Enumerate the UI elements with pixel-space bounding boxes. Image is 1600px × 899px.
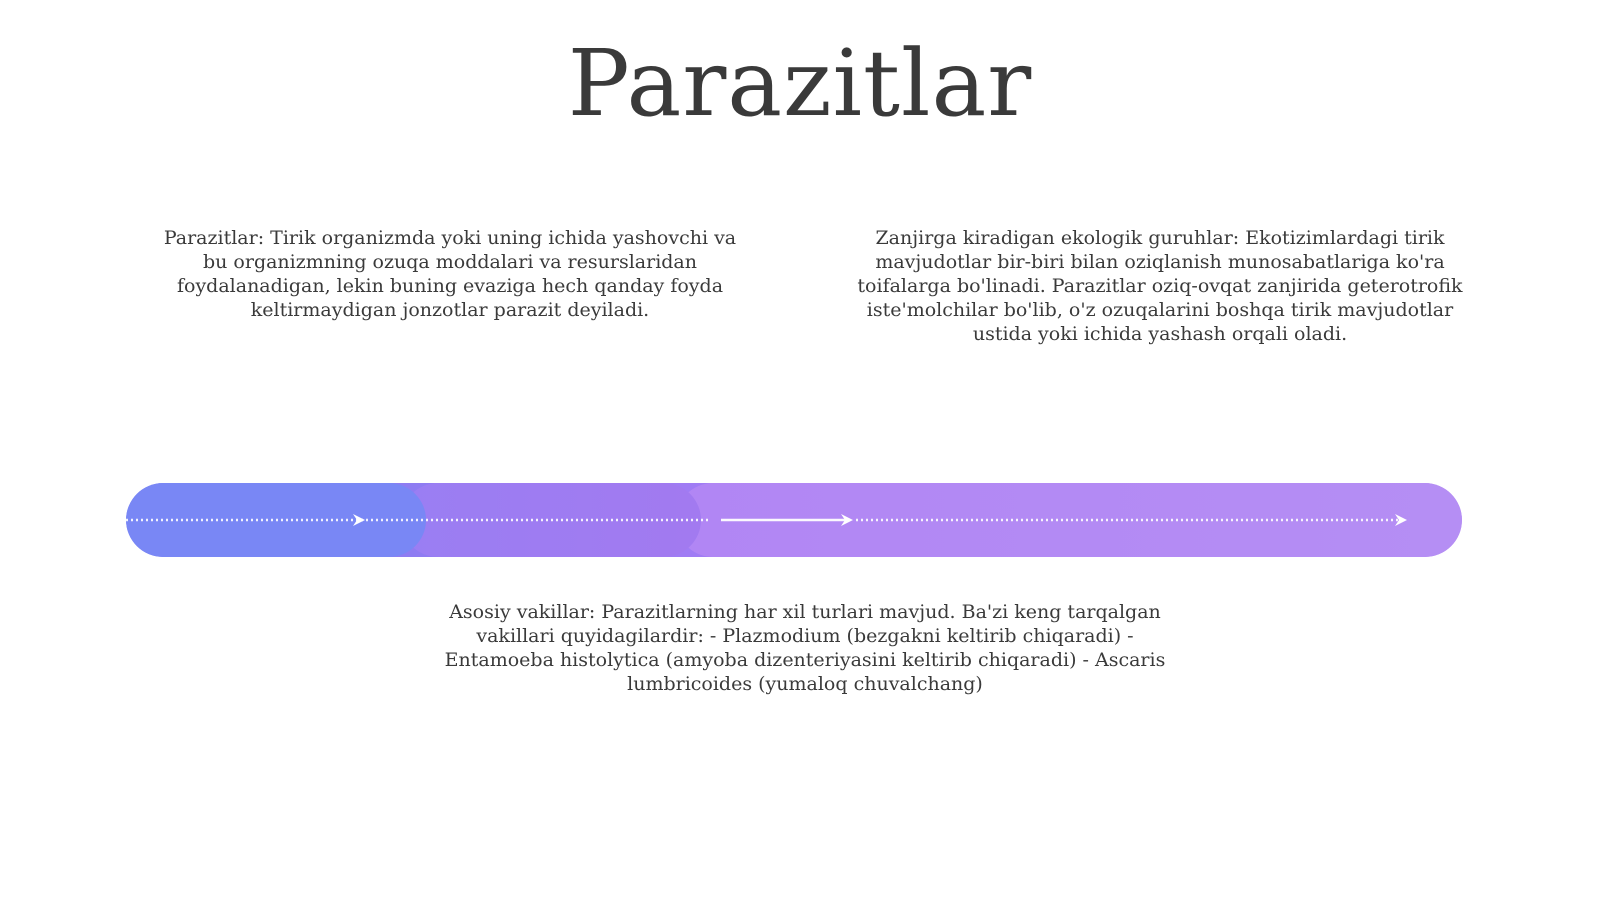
text-block-ecological-groups: Zanjirga kiradigan ekologik guruhlar: Ekotizimlardagi tirik mavjudotlar bir-biri bilan oziqlanish munosabatlariga ko'ra toifalarga bo'linadi. Parazitlar oziq-ovqat zanjirida geterotrofik iste'molchilar bo'lib, o'z ozuqalarini boshqa tirik mavjudotlar ustida yoki ichida yashash orqali oladi. <box>857 227 1463 345</box>
text-block-main-representatives: Asosiy vakillar: Parazitlarning har xil turlari mavjud. Ba'zi keng tarqalgan vakillari quyidagilardir: - Plazmodium (bezgakni keltirib chiqaradi) - Entamoeba histolytica (amyoba dizenteriyasini keltirib chiqaradi) - Ascaris lumbricoides (yumaloq chuvalchang) <box>444 601 1166 695</box>
timeline-arrows <box>126 483 1462 557</box>
text-block-definition: Parazitlar: Tirik organizmda yoki uning ichida yashovchi va bu organizmning ozuqa moddalari va resurslaridan foydalanadigan, lekin buning evaziga hech qanday foyda keltirmaydigan jonzotlar parazit deyiladi. <box>163 227 737 321</box>
timeline-bar <box>126 483 1462 557</box>
slide-title: Parazitlar <box>567 30 1033 137</box>
arrow-right-icon <box>353 514 365 526</box>
